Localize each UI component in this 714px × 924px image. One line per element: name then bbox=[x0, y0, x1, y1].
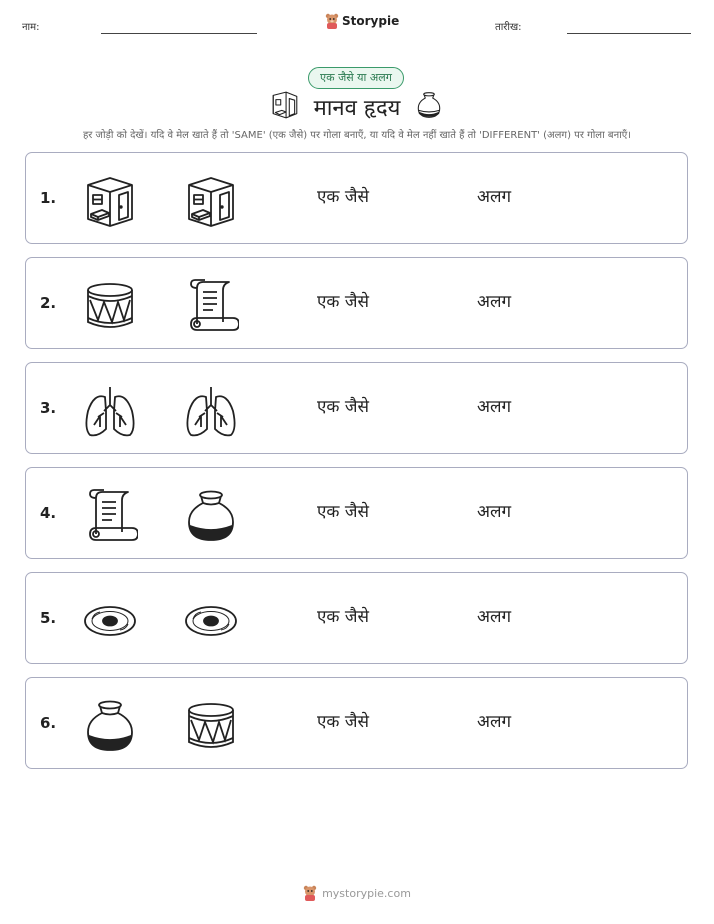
different-option[interactable]: अलग bbox=[477, 397, 512, 417]
lungs-icon bbox=[183, 383, 239, 439]
question-number: 1. bbox=[40, 189, 57, 207]
different-option[interactable]: अलग bbox=[477, 187, 512, 207]
same-option[interactable]: एक जैसे bbox=[317, 187, 369, 207]
question-number: 4. bbox=[40, 504, 57, 522]
lungs-icon bbox=[82, 383, 138, 439]
bear-mascot-icon bbox=[325, 13, 339, 29]
same-option[interactable]: एक जैसे bbox=[317, 292, 369, 312]
different-option[interactable]: अलग bbox=[477, 607, 512, 627]
question-number: 3. bbox=[40, 399, 57, 417]
question-card bbox=[25, 677, 688, 769]
room-icon bbox=[270, 90, 300, 124]
footer-site: mystorypie.com bbox=[322, 886, 411, 900]
brand-logo bbox=[325, 13, 399, 29]
name-label: नाम: bbox=[22, 22, 40, 33]
question-card bbox=[25, 362, 688, 454]
same-option[interactable]: एक जैसे bbox=[317, 607, 369, 627]
drum-icon bbox=[82, 278, 138, 334]
scroll-icon bbox=[82, 488, 138, 544]
date-label: तारीख: bbox=[495, 22, 522, 33]
question-number: 5. bbox=[40, 609, 57, 627]
bear-mascot-icon bbox=[303, 885, 317, 901]
disc-icon bbox=[82, 593, 138, 649]
title-row bbox=[0, 90, 714, 124]
pot-icon bbox=[183, 488, 239, 544]
drum-icon bbox=[183, 698, 239, 754]
different-option[interactable]: अलग bbox=[477, 292, 512, 312]
scroll-icon bbox=[183, 278, 239, 334]
question-number: 2. bbox=[40, 294, 57, 312]
different-option[interactable]: अलग bbox=[477, 502, 512, 522]
activity-badge: एक जैसे या अलग bbox=[308, 67, 404, 89]
different-option[interactable]: अलग bbox=[477, 712, 512, 732]
question-card bbox=[25, 467, 688, 559]
name-field-line[interactable] bbox=[101, 33, 257, 34]
room-icon bbox=[82, 173, 138, 229]
question-card bbox=[25, 572, 688, 664]
question-card bbox=[25, 152, 688, 244]
pot-icon bbox=[414, 90, 444, 124]
same-option[interactable]: एक जैसे bbox=[317, 397, 369, 417]
same-option[interactable]: एक जैसे bbox=[317, 502, 369, 522]
disc-icon bbox=[183, 593, 239, 649]
brand-name: Storypie bbox=[342, 14, 400, 28]
question-card bbox=[25, 257, 688, 349]
instructions: हर जोड़ी को देखें। यदि वे मेल खाते हैं तो 'SAME' (एक जैसे) पर गोला बनाएँ, या यदि वे मेल नहीं खाते हैं तो 'DIFFERENT' (अलग) पर गोला बनाएँ। bbox=[82, 130, 632, 141]
footer bbox=[0, 885, 714, 901]
page-title: मानव हृदय bbox=[313, 96, 401, 121]
room-icon bbox=[183, 173, 239, 229]
pot-icon bbox=[82, 698, 138, 754]
question-number: 6. bbox=[40, 714, 57, 732]
date-field-line[interactable] bbox=[567, 33, 691, 34]
same-option[interactable]: एक जैसे bbox=[317, 712, 369, 732]
